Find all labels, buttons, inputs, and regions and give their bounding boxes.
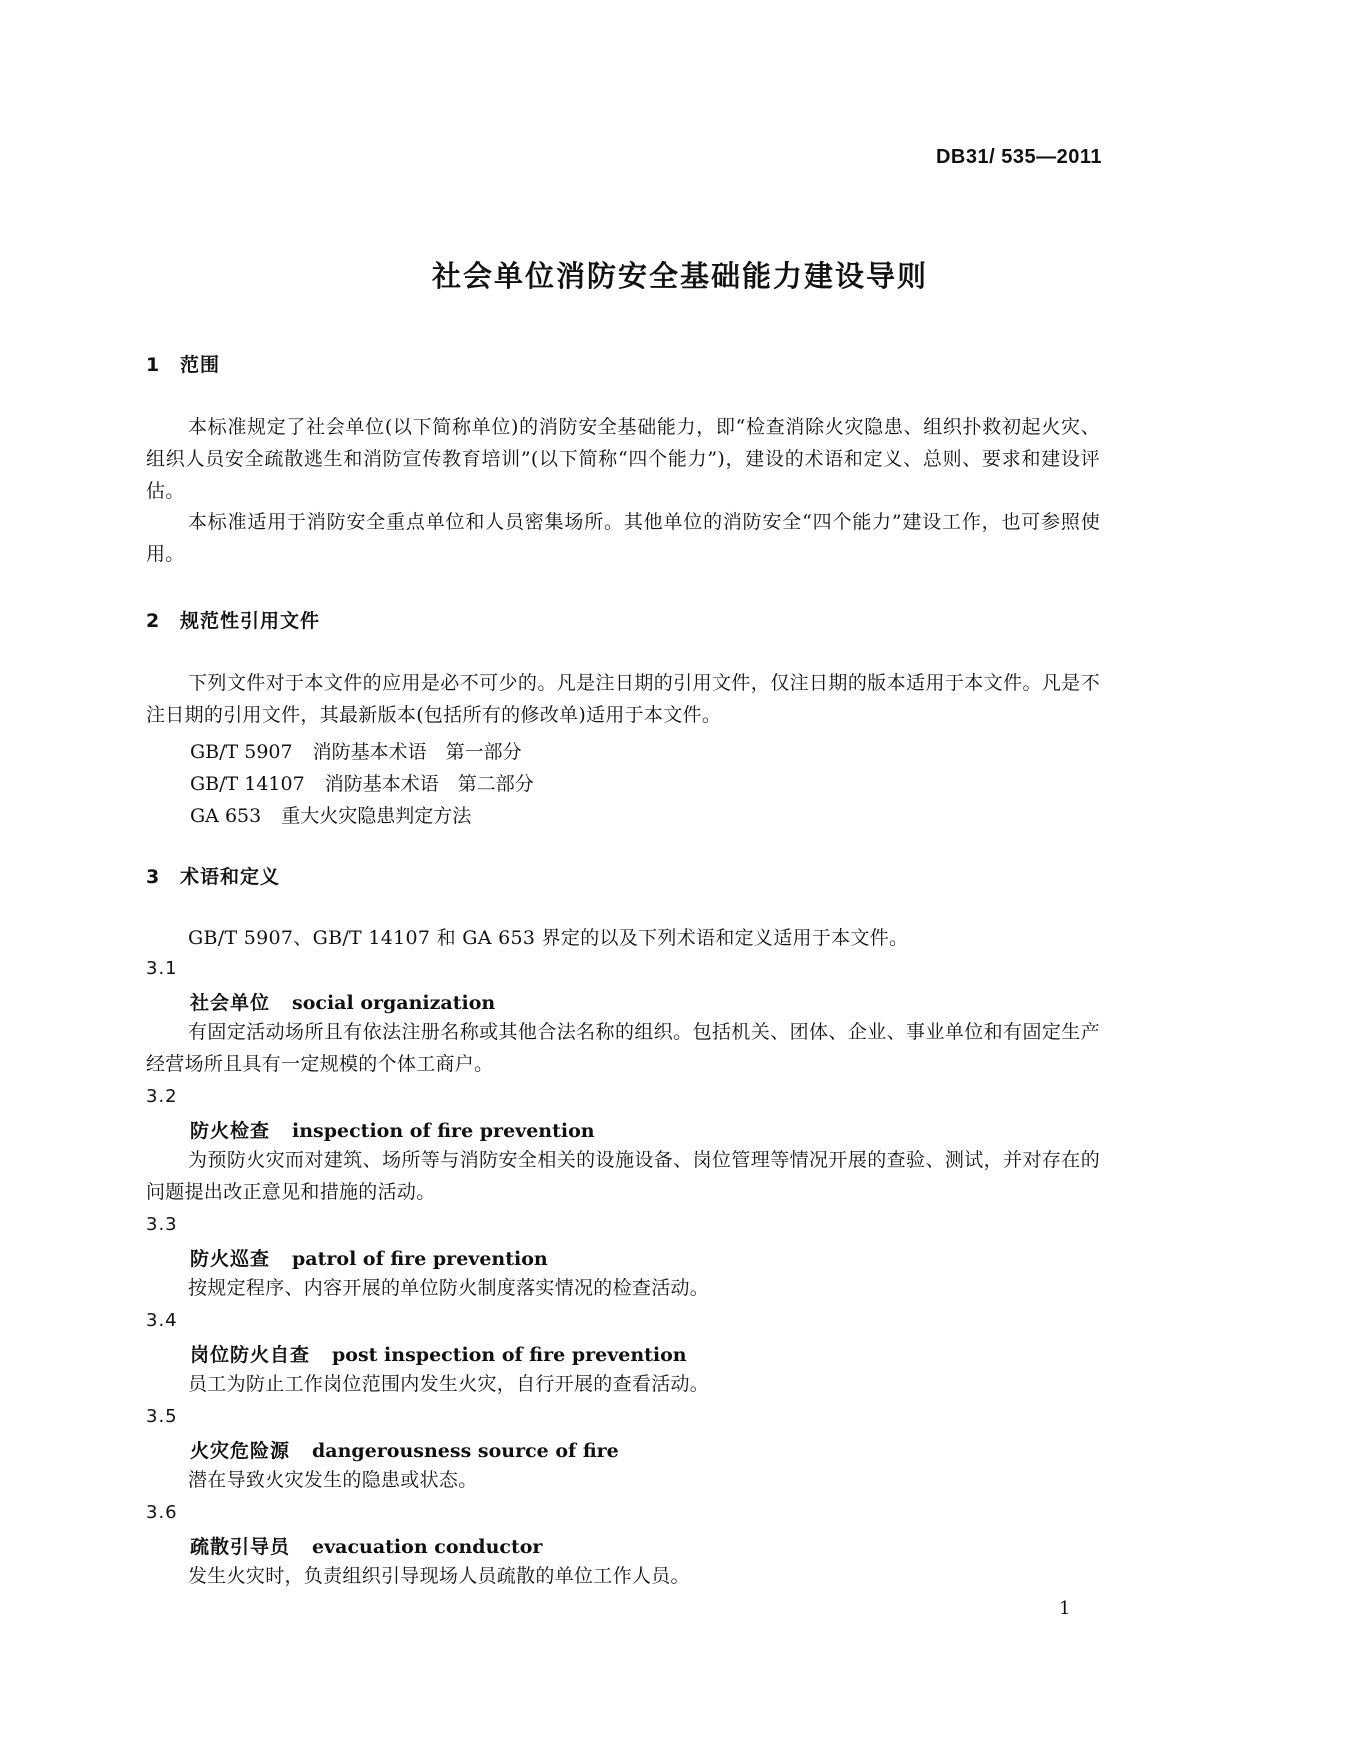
reference-item bbox=[190, 737, 522, 764]
term-definition: 潜在导致火灾发生的隐患或状态。 bbox=[188, 1469, 478, 1491]
term-english: evacuation conductor bbox=[312, 1536, 543, 1558]
term-heading bbox=[190, 988, 495, 1015]
section-3-intro: GB/T 5907、GB/T 14107 和 GA 653 界定的以及下列术语和定义适用于本文件。 bbox=[188, 927, 909, 949]
section-3-heading bbox=[146, 862, 280, 889]
section-2-paragraph-1: 下列文件对于本文件的应用是必不可少的。凡是注日期的引用文件，仅注日期的版本适用于本文件。凡是不注日期的引用文件，其最新版本(包括所有的修改单)适用于本文件。 bbox=[146, 672, 1100, 726]
term-heading bbox=[190, 1532, 542, 1559]
term-chinese: 社会单位 bbox=[190, 992, 271, 1014]
section-1-paragraph-2: 本标准适用于消防安全重点单位和人员密集场所。其他单位的消防安全“四个能力”建设工作，也可参照使用。 bbox=[146, 511, 1100, 565]
clause-number: 3.2 bbox=[146, 1086, 178, 1107]
term-heading bbox=[190, 1244, 548, 1271]
section-1-heading bbox=[146, 350, 220, 377]
clause-number: 3.6 bbox=[146, 1502, 178, 1523]
section-number: 1 bbox=[146, 354, 161, 376]
term-heading bbox=[190, 1340, 687, 1367]
section-title: 术语和定义 bbox=[180, 866, 281, 888]
term-definition: 有固定活动场所且有依法注册名称或其他合法名称的组织。包括机关、团体、企业、事业单位和有固定生产经营场所且具有一定规模的个体工商户。 bbox=[146, 1021, 1100, 1075]
reference-item bbox=[190, 769, 534, 796]
clause-number: 3.1 bbox=[146, 958, 178, 979]
term-definition: 发生火灾时，负责组织引导现场人员疏散的单位工作人员。 bbox=[188, 1565, 690, 1587]
term-heading bbox=[190, 1116, 595, 1143]
section-title: 规范性引用文件 bbox=[180, 610, 321, 632]
reference-title: 消防基本术语 第二部分 bbox=[324, 773, 534, 795]
term-chinese: 防火检查 bbox=[190, 1120, 271, 1142]
term-english: dangerousness source of fire bbox=[312, 1440, 619, 1462]
reference-code: GB/T 5907 bbox=[190, 741, 293, 763]
term-definition: 为预防火灾而对建筑、场所等与消防安全相关的设施设备、岗位管理等情况开展的查验、测试，并对存在的问题提出改正意见和措施的活动。 bbox=[146, 1149, 1100, 1203]
term-english: social organization bbox=[292, 992, 496, 1014]
section-number: 2 bbox=[146, 610, 161, 632]
term-heading bbox=[190, 1436, 619, 1463]
term-chinese: 岗位防火自查 bbox=[190, 1344, 311, 1366]
section-number: 3 bbox=[146, 866, 161, 888]
reference-code: GB/T 14107 bbox=[190, 773, 305, 795]
section-title: 范围 bbox=[180, 354, 221, 376]
reference-item bbox=[190, 801, 471, 828]
clause-number: 3.5 bbox=[146, 1406, 178, 1427]
reference-title: 消防基本术语 第一部分 bbox=[312, 741, 522, 763]
term-chinese: 火灾危险源 bbox=[190, 1440, 291, 1462]
document-title: 社会单位消防安全基础能力建设导则 bbox=[431, 259, 928, 293]
term-english: post inspection of fire prevention bbox=[332, 1344, 687, 1366]
term-definition: 员工为防止工作岗位范围内发生火灾，自行开展的查看活动。 bbox=[188, 1373, 710, 1395]
term-definition: 按规定程序、内容开展的单位防火制度落实情况的检查活动。 bbox=[188, 1277, 710, 1299]
clause-number: 3.4 bbox=[146, 1310, 178, 1331]
standard-code: DB31/ 535—2011 bbox=[935, 146, 1102, 168]
term-english: patrol of fire prevention bbox=[292, 1248, 548, 1270]
term-chinese: 疏散引导员 bbox=[190, 1536, 291, 1558]
section-2-heading bbox=[146, 606, 320, 633]
term-chinese: 防火巡查 bbox=[190, 1248, 271, 1270]
page-number: 1 bbox=[1059, 1598, 1071, 1619]
reference-code: GA 653 bbox=[190, 805, 262, 827]
term-english: inspection of fire prevention bbox=[292, 1120, 595, 1142]
section-1-paragraph-1: 本标准规定了社会单位(以下简称单位)的消防安全基础能力，即“检查消除火灾隐患、组织扑救初起火灾、组织人员安全疏散逃生和消防宣传教育培训”(以下简称“四个能力”)，建设的术语和定义、总则、要求和建设评估。 bbox=[146, 416, 1100, 502]
clause-number: 3.3 bbox=[146, 1214, 178, 1235]
reference-title: 重大火灾隐患判定方法 bbox=[281, 805, 472, 827]
